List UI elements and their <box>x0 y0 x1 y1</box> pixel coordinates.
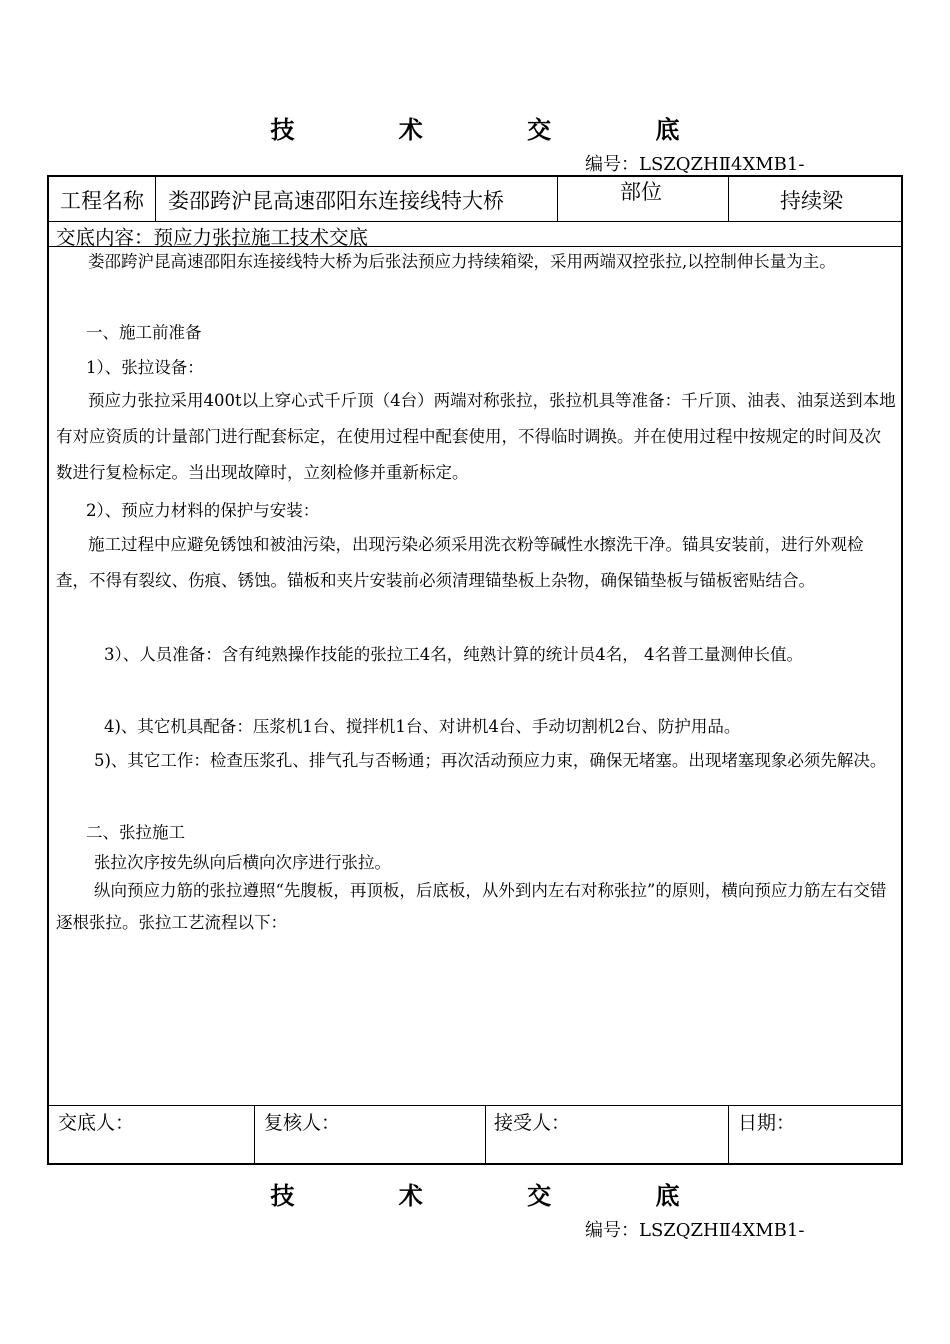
table-row-divider <box>47 1105 903 1106</box>
table-col-divider <box>557 175 558 222</box>
tensioning-order-paragraph: 张拉次序按先纵向后横向次序进行张拉。 <box>94 853 391 872</box>
section-heading-tensioning: 二、张拉施工 <box>86 823 185 842</box>
table-col-divider <box>728 1105 729 1165</box>
material-paragraph: 施工过程中应避免锈蚀和被油污染，出现污染必须采用洗衣粉等碱性水擦洗干净。锚具安装前，进行外观检查，不得有裂纹、伤痕、锈蚀。锚板和夹片安装前必须清理锚垫板上杂物，确保锚垫板与锚板密贴结合。 <box>56 535 864 590</box>
receiver-label: 接受人： <box>494 1112 571 1134</box>
table-col-divider <box>155 175 156 222</box>
document-number: 编号：LSZQZHⅡ4XMB1- <box>585 154 805 175</box>
table-col-divider <box>485 1105 486 1165</box>
next-page-title: 技 术 交 底 <box>270 1182 728 1210</box>
section-heading-preparation: 一、施工前准备 <box>86 323 202 342</box>
other-equipment-paragraph: 4)、其它机具配备：压浆机1台、搅拌机1台、对讲机4台、手动切割机2台、防护用品。 <box>104 717 741 736</box>
part-value: 持续梁 <box>780 189 843 213</box>
disclosure-content-label: 交底内容：预应力张拉施工技术交底 <box>56 226 369 249</box>
document-title: 技 术 交 底 <box>270 116 728 144</box>
table-col-divider <box>254 1105 255 1165</box>
project-name-label: 工程名称 <box>60 189 144 213</box>
project-name-value: 娄邵跨沪昆高速邵阳东连接线特大桥 <box>168 189 504 213</box>
longitudinal-tensioning-paragraph: 纵向预应力筋的张拉遵照“先腹板，再顶板，后底板，从外到内左右对称张拉”的原则，横向预应力筋左右交错逐根张拉。张拉工艺流程以下： <box>56 881 887 932</box>
presenter-label: 交底人： <box>58 1112 135 1134</box>
next-page-document-number: 编号：LSZQZHⅡ4XMB1- <box>585 1220 805 1241</box>
personnel-paragraph: 3）、人员准备：含有纯熟操作技能的张拉工4名，纯熟计算的统计员4名， 4名普工量测伸长值。 <box>104 645 803 664</box>
other-work-paragraph: 5)、其它工作：检查压浆孔、排气孔与否畅通；再次活动预应力束，确保无堵塞。出现堵塞现象必须先解决。 <box>94 751 887 770</box>
subsection-tensioning-equipment: 1）、张拉设备： <box>86 358 204 377</box>
reviewer-label: 复核人： <box>264 1112 341 1134</box>
table-col-divider <box>728 175 729 222</box>
equipment-paragraph: 预应力张拉采用400t以上穿心式千斤顶（4台）两端对称张拉，张拉机具等准备：千斤顶、油表、油泵送到本地有对应资质的计量部门进行配套标定，在使用过程中配套使用，不得临时调换。并在使用过程中按规定的时间及次数进行复检标定。当出现故障时，立刻检修并重新标定。 <box>56 391 896 482</box>
subsection-material-protection: 2）、预应力材料的保护与安装： <box>86 501 320 520</box>
date-label: 日期： <box>738 1112 796 1134</box>
part-label: 部位 <box>620 180 662 204</box>
intro-paragraph: 娄邵跨沪昆高速邵阳东连接线特大桥为后张法预应力持续箱梁，采用两端双控张拉,以控制伸长量为主。 <box>88 252 836 271</box>
